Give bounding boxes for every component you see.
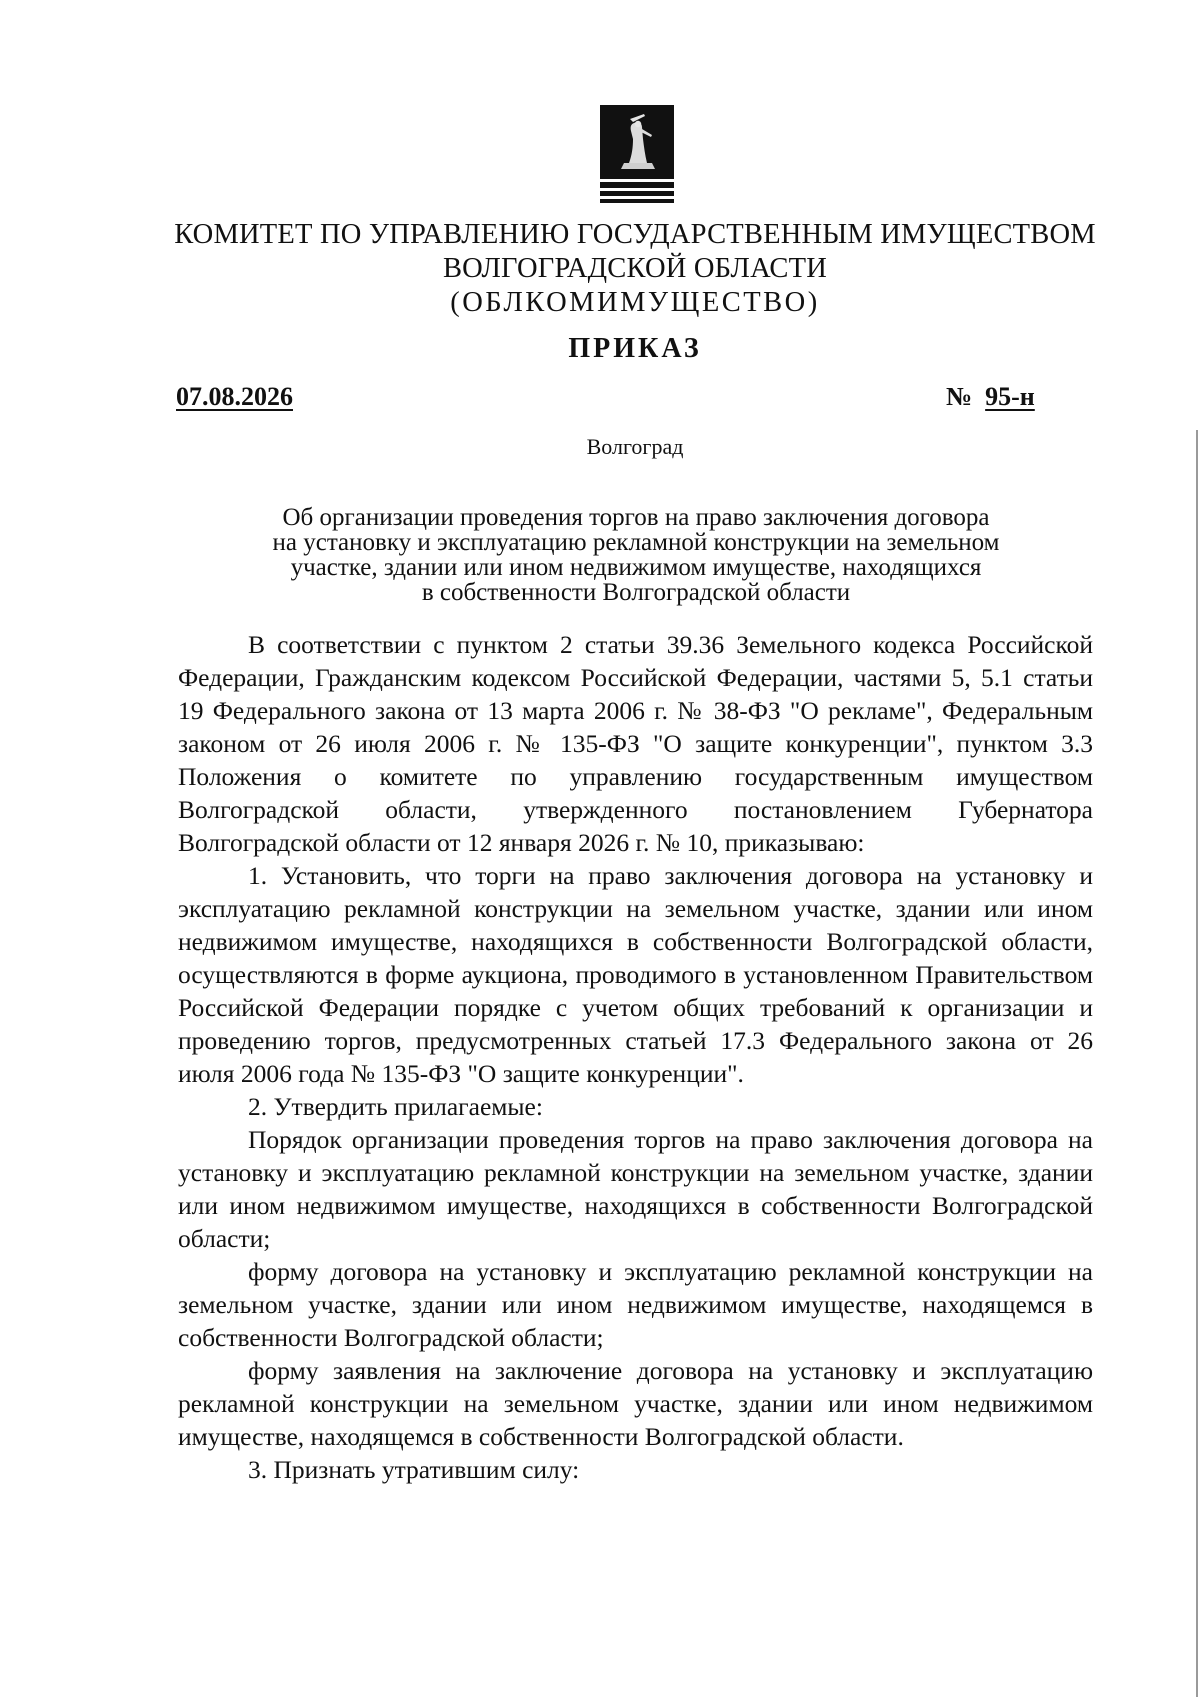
title-line: участке, здании или ином недвижимом имуществе, находящихся bbox=[290, 554, 982, 581]
preamble-paragraph: В соответствии с пунктом 2 статьи 39.36 Земельного кодекса Российской Федерации, Гражданским кодексом Российской Федерации, частями 5, 5.1 статьи 19 Федерального закона от 13 марта 2006 г. № 38-ФЗ "О рекламе", Федеральным законом от 26 июля 2006 г. № 135-ФЗ "О защите конкуренции", пунктом 3.3 Положения о комитете по управлению государственным имуществом Волгоградской области, утвержденного постановлением Губернатора Волгоградской области от 12 января 2026 г. № 10, приказываю: bbox=[178, 630, 1093, 857]
title-line: Об организации проведения торгов на право заключения договора bbox=[282, 504, 990, 531]
committee-name bbox=[130, 218, 1140, 320]
title-line: в собственности Волгоградской области bbox=[421, 579, 851, 606]
document-city: Волгоград bbox=[586, 434, 684, 459]
volgograd-coat-of-arms-icon bbox=[600, 105, 674, 205]
title-line: на установку и эксплуатацию рекламной конструкции на земельном bbox=[272, 529, 1000, 556]
document-type: ПРИКАЗ bbox=[568, 333, 702, 364]
committee-line-2: ВОЛГОГРАДСКОЙ ОБЛАСТИ bbox=[442, 253, 828, 284]
committee-abbreviation: (ОБЛКОМИМУЩЕСТВО) bbox=[450, 287, 820, 318]
clause-3-paragraph: 3. Признать утратившим силу: bbox=[248, 1455, 580, 1484]
clause-2-paragraph: 2. Утвердить прилагаемые: bbox=[248, 1092, 543, 1121]
number-value: 95-н bbox=[985, 382, 1035, 411]
document-body bbox=[178, 628, 1093, 1486]
approved-item-contract-form: форму договора на установку и эксплуатацию рекламной конструкции на земельном участке, здании или ином недвижимом имуществе, находящемся в собственности Волгоградской области; bbox=[178, 1257, 1093, 1352]
clause-1-paragraph: 1. Установить, что торги на право заключения договора на установку и эксплуатацию рекламной конструкции на земельном участке, здании или ином недвижимом имуществе, находящихся в собственности Волгоградской области, осуществляются в форме аукциона, проводимого в установленном Правительством Российской Федерации порядке с учетом общих требований к организации и проведению торгов, предусмотренных статьей 17.3 Федерального закона от 26 июля 2006 года № 135-ФЗ "О защите конкуренции". bbox=[178, 861, 1093, 1088]
approved-item-procedure: Порядок организации проведения торгов на право заключения договора на установку и эксплуатацию рекламной конструкции на земельном участке, здании или ином недвижимом имуществе, находящихся в собственности Волгоградской области; bbox=[178, 1125, 1093, 1253]
approved-item-application-form: форму заявления на заключение договора на установку и эксплуатацию рекламной конструкции на земельном участке, здании или ином недвижимом имуществе, находящемся в собственности Волгоградской области. bbox=[178, 1356, 1093, 1451]
scan-edge-line bbox=[1196, 430, 1198, 1697]
document-number bbox=[946, 382, 1035, 412]
number-prefix: № bbox=[946, 382, 973, 411]
document-title bbox=[170, 505, 1102, 605]
document-date: 07.08.2026 bbox=[176, 382, 293, 411]
committee-line-1: КОМИТЕТ ПО УПРАВЛЕНИЮ ГОСУДАРСТВЕННЫМ ИМУЩЕСТВОМ bbox=[174, 219, 1096, 250]
